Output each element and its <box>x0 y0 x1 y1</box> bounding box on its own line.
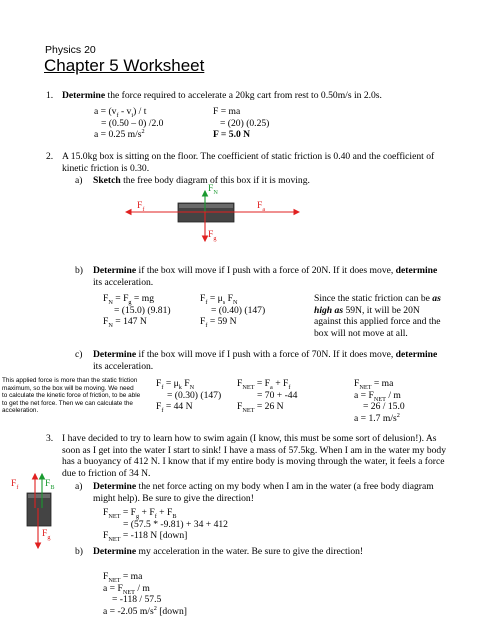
q1-col1-line: a = 0.25 $m/s^2$ <box>94 127 145 140</box>
q2c-col3-line: a = 1.7 $m/s^2$ <box>354 411 400 424</box>
q3b-work-line: $F_{NET}$ = ma <box>103 571 143 584</box>
q2b-verb: Determine <box>93 265 137 276</box>
q3a-work-line: $F_{NET} = F_g + F_f + F_B$ <box>103 507 177 520</box>
q2-text-line1: A 15.0kg box is sitting on the floor. The coefficient of static friction is 0.40 and the coefficient of <box>62 151 435 162</box>
q2c-col1-line: $F_f = 44$ N <box>156 401 193 414</box>
q2-fbd-label-fg: $F_g$ <box>208 229 217 242</box>
q2c-prompt-line2: its acceleration. <box>93 361 154 372</box>
q2b-col2-line: $F_f = \mu_s$ $F_N$ <box>200 293 238 306</box>
q1-number: 1. <box>46 90 54 101</box>
q3-number: 3. <box>46 433 54 444</box>
q3-fbd-label-fb: $F_B$ <box>45 478 55 491</box>
q3b-work <box>103 571 187 617</box>
q2-fbd-label-ff: $F_f$ <box>137 200 145 213</box>
q2-fbd-label-fn: $F_N$ <box>208 183 218 196</box>
q3a-prompt-line2: might help). Be sure to give the direction! <box>93 493 254 504</box>
q3-fbd-label-fg: $F_g$ <box>42 528 51 541</box>
q3-text-line: I have decided to try to learn how to swim again (I know, this must be some sort of delusion!). As <box>62 433 437 444</box>
q2b-col1-line: = (15.0) (9.81) <box>114 304 171 316</box>
q2c-col2-line: = 70 + -44 <box>257 389 298 401</box>
q2c-col1-line: $F_f = \mu_k$ $F_N$ <box>156 378 195 391</box>
q2a-text: the free body diagram of this box if it is moving. <box>120 175 310 186</box>
q2a-verb: Sketch <box>93 175 121 186</box>
q1-col2-line: = (20) (0.25) <box>220 117 270 129</box>
q3a-text: the net force acting on my body when I am in the water (a free body diagram <box>136 481 434 492</box>
q3b-text: my acceleration in the water. Be sure to give the direction! <box>136 546 364 557</box>
q2b-col2-line: $F_f = 59$ N <box>200 316 237 329</box>
q1-col1-line: = (0.50 – 0) /2.0 <box>101 117 164 129</box>
q1-col1-line: $a = (v_f - v_i) / t$ <box>94 106 147 119</box>
q2b-col1-line: $F_N = F_g$ = mg <box>103 293 154 306</box>
q1-verb: Determine <box>62 90 106 101</box>
side-note-line: to calculate the kinetic force of friction, to be able <box>2 392 141 400</box>
q3b-label: b) <box>75 546 83 557</box>
q2c-verb: Determine <box>93 349 137 360</box>
q2-text-line2: kinetic friction is 0.30. <box>62 163 150 174</box>
q3b-work-line: a = -2.05 $m/s^2$ [down] <box>103 604 187 617</box>
q2c-col2-line: $F_{NET} = F_a + F_f$ <box>237 378 291 391</box>
q2c-col2-line: $F_{NET} = 26$ N <box>237 401 284 414</box>
q2b-label: b) <box>75 265 83 276</box>
q3a-verb: Determine <box>93 481 137 492</box>
q3a-label: a) <box>75 481 83 492</box>
q2-number: 2. <box>46 151 54 162</box>
q1-col2-line: F = ma <box>213 106 241 117</box>
q2b-note-line: high as 59N, it will be 20N <box>314 304 420 316</box>
q2b-note-line: Since the static friction can be as <box>314 293 441 304</box>
q1-answer: F = 5.0 N <box>213 129 251 140</box>
q3-text-line: has a buoyancy of 412 N. I know that if my entire body is moving through the water, it feels a force <box>62 456 445 467</box>
course-label: Physics 20 <box>45 44 96 56</box>
swimmer-body-highlight <box>28 494 50 498</box>
q2c-verb2: determine <box>395 349 438 360</box>
q3-text-line: due to friction of 34 N. <box>62 467 151 479</box>
q2b-prompt-line2: its acceleration. <box>93 277 154 288</box>
q2b-note-line: against this applied force and the <box>314 316 441 327</box>
page-title: Chapter 5 Worksheet <box>44 56 205 75</box>
side-note-line: to get the net force. Then we can calculate the <box>2 399 133 407</box>
q3b-work-line: $a = F_{NET} / m$ <box>103 582 150 596</box>
q3b-verb: Determine <box>93 546 137 557</box>
q2c-label: c) <box>75 349 83 360</box>
q2b-col1-line: $F_N = 147$ N <box>103 316 147 329</box>
q2c-col3-line: = 26 / 15.0 <box>363 401 405 412</box>
q2c-text: if the box will move if I push with a force of 70N. If it does move, <box>136 349 396 360</box>
side-note-line: acceleration. <box>2 407 39 415</box>
q3b-prompt <box>93 546 363 558</box>
side-note-line: This applied force is more than the static friction <box>2 377 138 384</box>
q2-fbd-label-fa: $F_a$ <box>257 200 266 213</box>
q3-text-line: soon as I get into the water I start to sink! I have a mass of 57.5kg. When I am in the water my body <box>62 444 447 456</box>
side-note-line: maximum, so the box will be moving. We need <box>2 384 134 392</box>
q1-text: the force required to accelerate a 20kg cart from rest to 0.50m/s in 2.0s. <box>105 90 382 101</box>
q3a-work-line: $F_{NET} = -118$ N [down] <box>103 530 188 543</box>
q3a-work-line: = (57.5 * -9.81) + 34 + 412 <box>123 518 228 530</box>
q3-fbd-label-ff: $F_f$ <box>11 478 19 491</box>
q2c-col3-line: $a = F_{NET} / m$ <box>354 389 401 403</box>
q2b-col2-line: = (0.40) (147) <box>211 304 266 316</box>
q2a-label: a) <box>75 175 83 186</box>
q2c-col3-line: $F_{NET}$ = ma <box>354 378 394 391</box>
q2b-text: if the box will move if I push with a force of 20N. If it does move, <box>136 265 396 276</box>
q2b-note-line: box will not move at all. <box>314 327 408 339</box>
q2c-col1-line: = (0.30) (147) <box>167 389 222 401</box>
q3b-work-line: = -118 / 57.5 <box>112 594 162 605</box>
q2b-verb2: determine <box>395 265 438 276</box>
